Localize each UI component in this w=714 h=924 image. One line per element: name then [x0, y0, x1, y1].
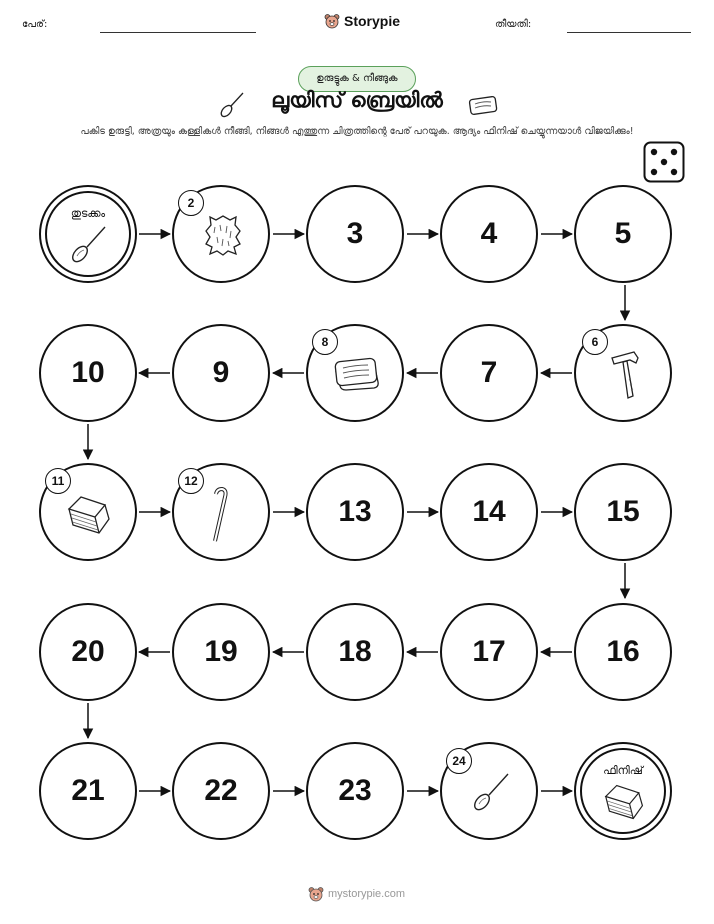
space-number: 18 — [338, 635, 372, 668]
brand-name: Storypie — [344, 13, 401, 29]
footer-site: mystorypie.com — [328, 888, 406, 900]
space-badge-8: 8 — [312, 329, 338, 355]
slate-board-icon — [330, 352, 384, 396]
instructions: പകിട ഉരുട്ടി, അത്രയും കള്ളികൾ നീങ്ങി, നിങ്ങൾ എത്തുന്ന ചിത്രത്തിന്റെ പേര് പറയുക. ആദ്യം ഫിനിഷ് ചെയ്യുന്നയാൾ വിജയിക്കും! — [80, 126, 634, 137]
leather-hide-icon — [200, 211, 246, 259]
space-badge-2: 2 — [178, 190, 204, 216]
hammer-icon — [606, 348, 646, 402]
space-number: 19 — [204, 635, 238, 668]
finish-label: ഫിനിഷ് — [603, 764, 643, 777]
space-number: 4 — [480, 217, 498, 250]
date-label: തീയതി: — [495, 19, 532, 30]
space-number: 14 — [472, 495, 506, 528]
space-badge-11: 11 — [45, 468, 71, 494]
space-badge-24: 24 — [446, 748, 472, 774]
space-number: 9 — [212, 356, 230, 389]
book-icon — [602, 780, 648, 824]
space-number: 15 — [606, 495, 640, 528]
space-number: 23 — [338, 774, 372, 807]
space-number: 7 — [480, 356, 498, 389]
space-badge-6: 6 — [582, 329, 608, 355]
awl-icon — [468, 770, 514, 816]
space-number: 13 — [338, 495, 372, 528]
space-number: 16 — [606, 635, 640, 668]
space-number: 5 — [614, 217, 632, 250]
space-number: 17 — [472, 635, 506, 668]
game-type-pill: ഉരുട്ടുക & നീങ്ങുക — [298, 66, 416, 92]
book-icon — [65, 491, 115, 539]
space-number: 21 — [71, 774, 105, 807]
space-number: 3 — [346, 217, 364, 250]
space-number: 20 — [71, 635, 105, 668]
white-cane-icon — [210, 487, 234, 543]
space-number: 10 — [71, 356, 105, 389]
start-label: തുടക്കം — [70, 207, 106, 220]
space-number: 22 — [204, 774, 238, 807]
page-title: ലൂയിസ് ബ്രെയിൽ — [271, 88, 443, 112]
awl-icon — [67, 223, 111, 267]
name-label: പേര്: — [22, 19, 48, 30]
space-badge-12: 12 — [178, 468, 204, 494]
